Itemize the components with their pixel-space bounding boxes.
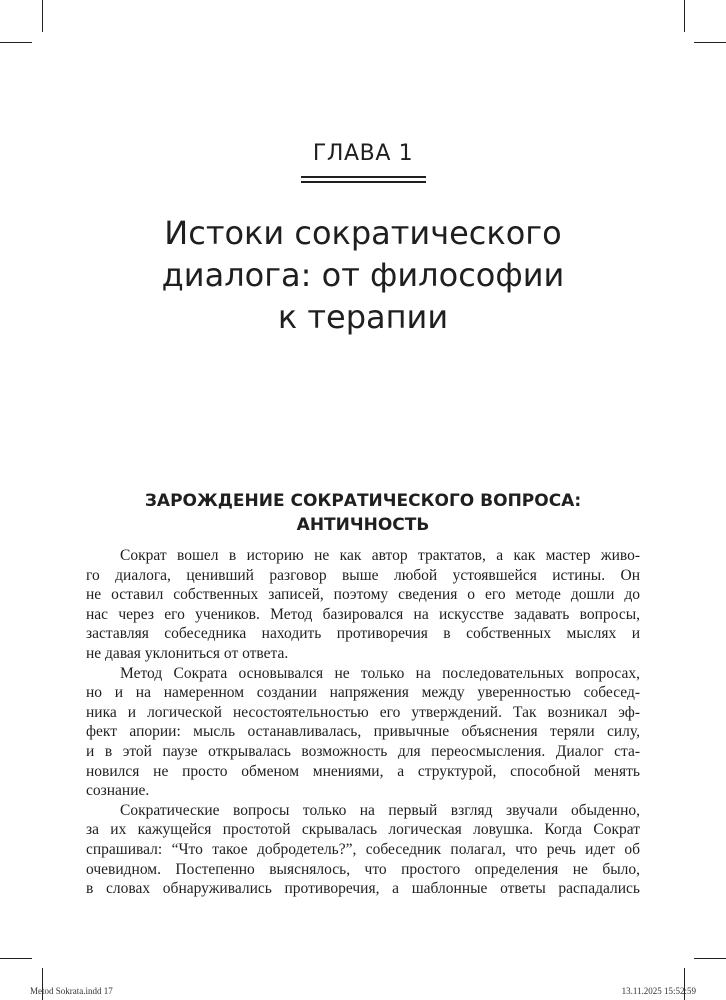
body-text xyxy=(86,546,640,899)
text-line: Сократические вопросы только на первый взгляд звучали обыденно, xyxy=(120,801,640,819)
text-line: фект апории: мысль останавливалась, привычные объяснения теряли силу, xyxy=(86,723,640,741)
text-line: очевидном. Постепенно выяснялось, что простого определения не было, xyxy=(86,860,640,878)
slug-file: Metod Sokrata.indd 17 xyxy=(30,986,113,996)
text-line: не оставил собственных записей, поэтому сведения о его методе дошли до xyxy=(86,586,640,604)
text-line: и в этой паузе открывалась возможность для переосмысления. Диалог ста- xyxy=(86,742,640,760)
chapter-title xyxy=(60,212,666,338)
text-line: го диалога, ценивший разговор выше любой устоявшейся истины. Он xyxy=(86,566,640,584)
section-heading xyxy=(100,489,626,537)
text-line: но и на намеренном создании напряжения между уверенностью собесед- xyxy=(86,684,640,702)
chapter-rule-bottom xyxy=(301,181,426,183)
text-line: ника и логической несостоятельностью его утверждений. Так возникал эф- xyxy=(86,703,640,721)
chapter-rule-top xyxy=(301,176,426,178)
crop-mark-top-right-h xyxy=(694,42,726,43)
text-line: за их кажущейся простотой скрывалась логическая ловушка. Когда Сократ xyxy=(86,821,640,839)
crop-mark-bottom-left-h xyxy=(0,958,32,959)
crop-mark-top-right xyxy=(684,0,685,32)
text-line: заставляя собеседника находить противоречия в собственных мыслях и xyxy=(86,625,640,643)
paragraph xyxy=(86,801,640,899)
text-line: нас через его учеников. Метод базировался на искусстве задавать вопросы, xyxy=(86,605,640,623)
section-heading-line: ЗАРОЖДЕНИЕ СОКРАТИЧЕСКОГО ВОПРОСА: xyxy=(144,491,582,511)
crop-mark-top-left xyxy=(42,0,43,32)
chapter-title-line: Истоки сократического xyxy=(164,214,562,252)
chapter-title-line: диалога: от философии xyxy=(161,256,565,294)
text-line: спрашивал: “Что такое добродетель?”, собеседник полагал, что речь идет об xyxy=(86,840,640,858)
paragraph xyxy=(86,546,640,664)
text-line: в словах обнаруживались противоречия, а шаблонные ответы распадались xyxy=(86,880,640,898)
chapter-title-line: к терапии xyxy=(277,298,449,336)
paragraph xyxy=(86,664,640,801)
section-heading-line: АНТИЧНОСТЬ xyxy=(296,515,430,535)
crop-mark-top-left-h xyxy=(0,42,32,43)
text-line: Метод Сократа основывался не только на последовательных вопросах, xyxy=(120,664,640,682)
slug-timestamp: 13.11.2025 15:52:59 xyxy=(621,986,696,996)
text-line: Сократ вошел в историю не как автор трактатов, а как мастер живо- xyxy=(120,547,640,564)
chapter-label: ГЛАВА 1 xyxy=(312,141,414,166)
text-line: не давая уклониться от ответа. xyxy=(86,644,289,662)
crop-mark-bottom-right-h xyxy=(694,958,726,959)
text-line: сознание. xyxy=(86,782,150,800)
text-line: новился не просто обменом мнениями, а структурой, способной менять xyxy=(86,762,640,780)
